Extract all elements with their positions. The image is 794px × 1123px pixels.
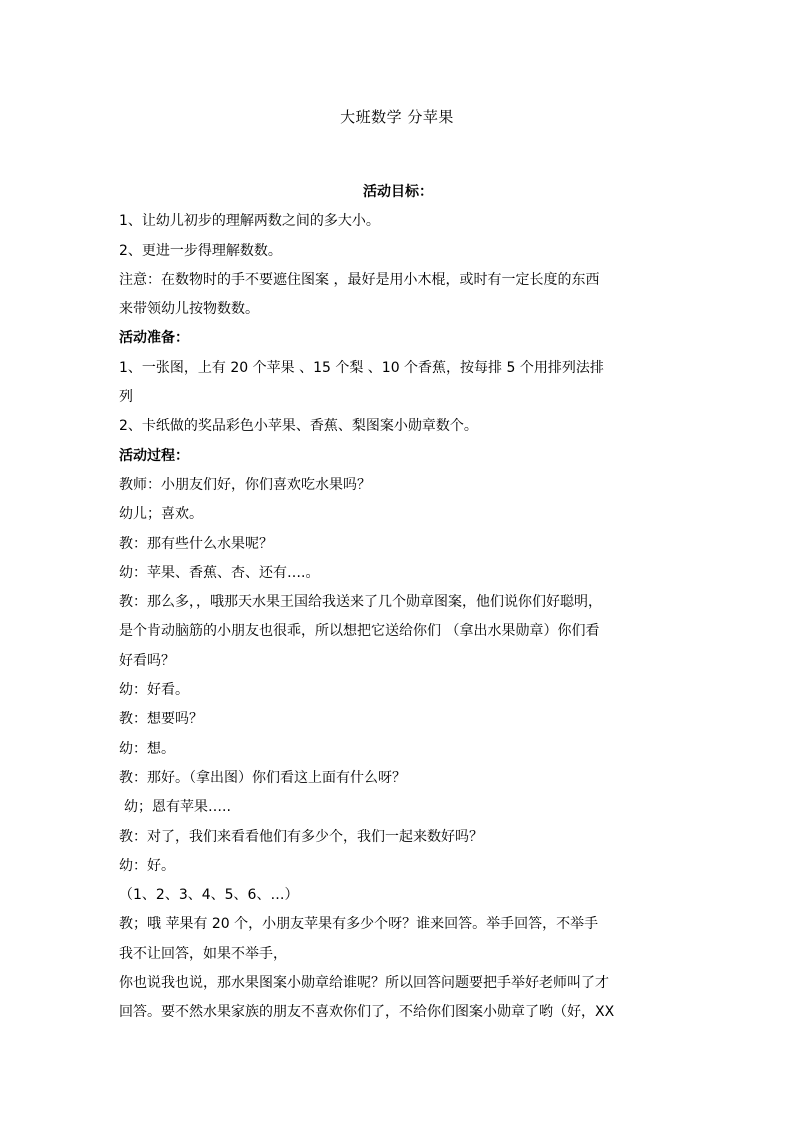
dialogue-line: 教：那好。（拿出图）你们看这上面有什么呀？ xyxy=(119,769,406,786)
section-heading-goal: 活动目标： xyxy=(363,184,433,200)
dialogue-line: 教：想要吗？ xyxy=(119,711,203,728)
dialogue-line: 你也说我也说，那水果图案小勋章给谁呢？所以回答问题要把手举好老师叫了才 xyxy=(119,975,609,992)
prep-item-2: 2、卡纸做的奖品彩色小苹果、香蕉、梨图案小勋章数个。 xyxy=(119,418,478,435)
dialogue-line: 幼；恩有苹果….. xyxy=(124,799,231,816)
dialogue-line: 教：那有些什么水果呢？ xyxy=(119,535,273,552)
dialogue-line: 回答。要不然水果家族的朋友不喜欢你们了，不给你们图案小勋章了哟（好，XX xyxy=(119,1004,615,1021)
dialogue-line: 教；哦 苹果有 20 个，小朋友苹果有多少个呀？谁来回答。举手回答，不举手 xyxy=(119,916,599,933)
goal-item-1: 1、让幼儿初步的理解两数之间的多大小。 xyxy=(119,213,380,230)
prep-item-1-line-2: 列 xyxy=(119,389,133,406)
dialogue-line: 幼：好看。 xyxy=(119,682,189,699)
dialogue-line: 幼：苹果、香蕉、杏、还有….。 xyxy=(119,564,320,581)
dialogue-line: 教师：小朋友们好，你们喜欢吃水果吗？ xyxy=(119,476,371,493)
document-title: 大班数学 分苹果 xyxy=(340,108,454,126)
dialogue-line: 是个肯动脑筋的小朋友也很乖，所以想把它送给你们 （拿出水果勋章）你们看 xyxy=(119,623,600,640)
document-body xyxy=(119,178,677,1028)
dialogue-line: 幼：好。 xyxy=(119,857,175,874)
dialogue-line: 我不让回答，如果不举手， xyxy=(119,945,287,962)
dialogue-line: 好看吗？ xyxy=(119,652,175,669)
note-line-2: 来带领幼儿按物数数。 xyxy=(119,301,259,318)
dialogue-line: 教：那么多，，哦那天水果王国给我送来了几个勋章图案，他们说你们好聪明， xyxy=(119,594,602,611)
prep-item-1-line-1: 1、一张图，上有 20 个苹果 、15 个梨 、10 个香蕉，按每排 5 个用排列法排 xyxy=(119,359,604,376)
note-line-1: 注意：在数物时的手不要遮住图案 ，最好是用小木棍，或时有一定长度的东西 xyxy=(119,271,600,288)
dialogue-line: 教：对了，我们来看看他们有多少个，我们一起来数好吗？ xyxy=(119,828,483,845)
dialogue-line: 幼儿；喜欢。 xyxy=(119,506,203,523)
section-heading-prep: 活动准备： xyxy=(119,330,189,347)
dialogue-line: 幼：想。 xyxy=(119,740,175,757)
goal-item-2: 2、更进一步得理解数数。 xyxy=(119,242,282,259)
section-heading-process: 活动过程： xyxy=(119,447,189,464)
dialogue-line: （1、2、3、4、5、6、…） xyxy=(119,887,299,904)
